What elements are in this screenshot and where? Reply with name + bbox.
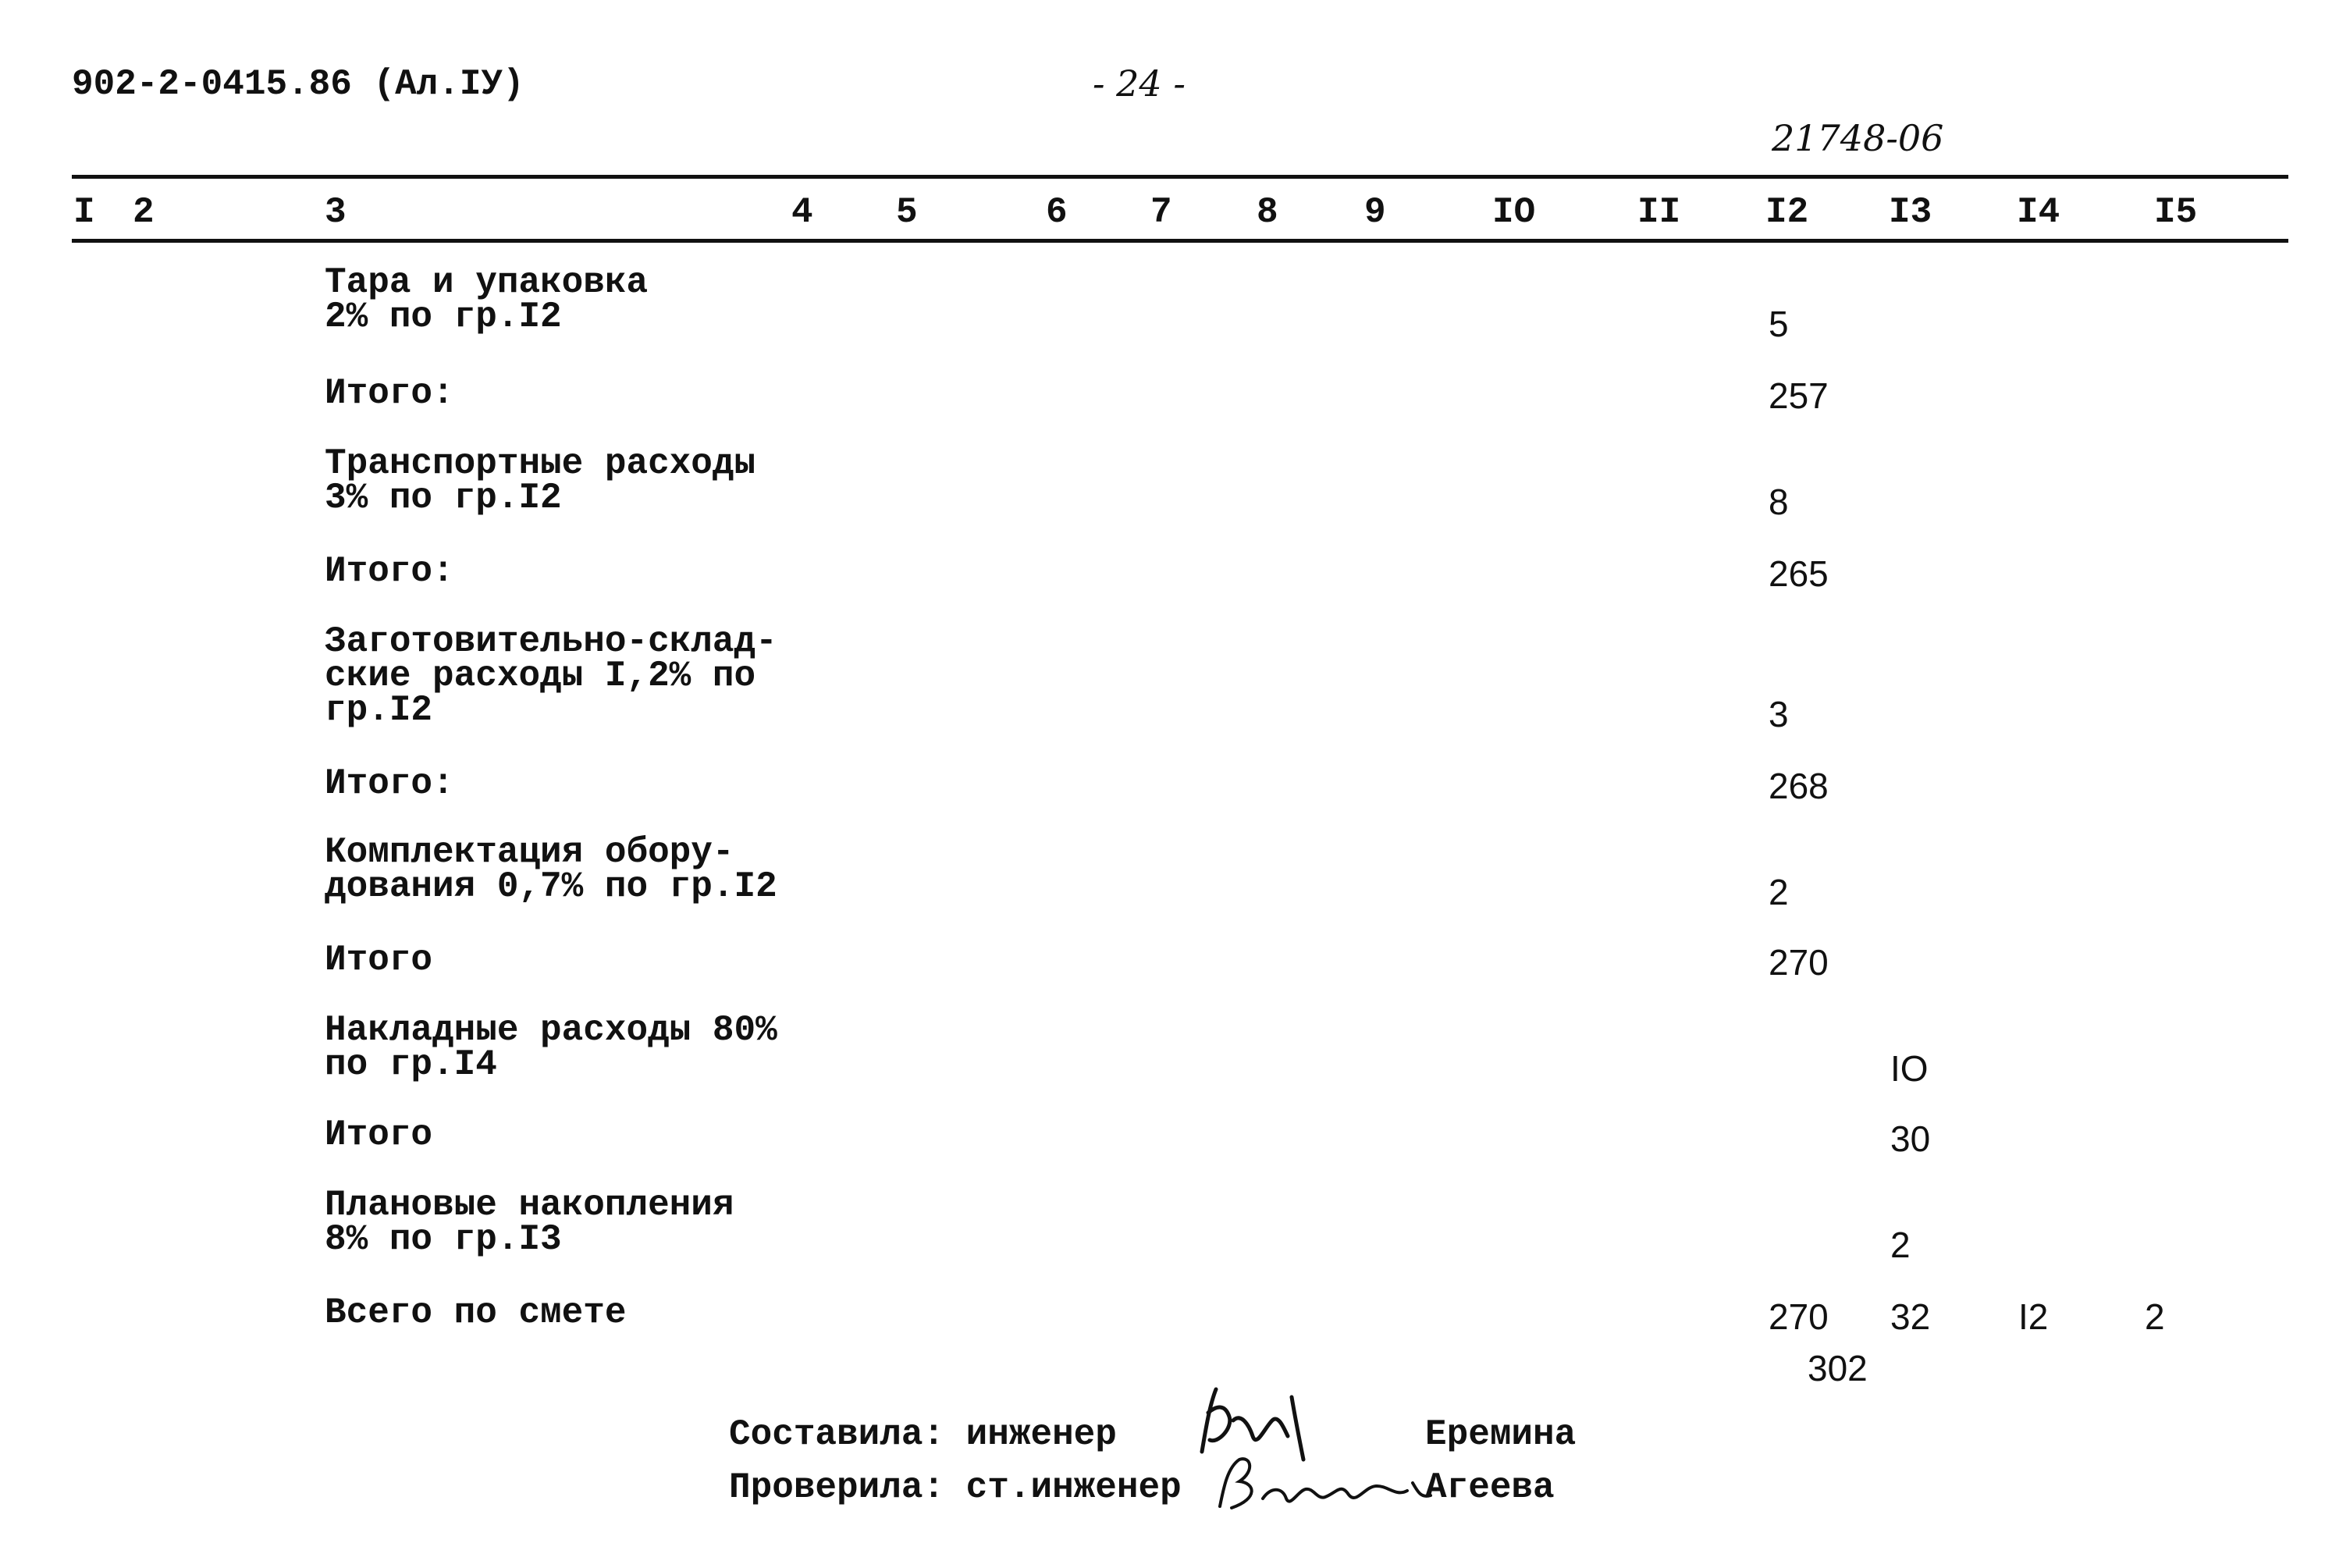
col14-value: I2 [2018,1296,2049,1337]
column-header: I4 [2017,192,2060,233]
row-description: Заготовительно-склад- ские расходы I,2% по гр.I2 [325,621,777,731]
col12-value: 3 [1769,694,1789,734]
grand-total: 302 [1808,1348,1868,1388]
row-description: Транспортные расходы 3% по гр.I2 [325,443,756,518]
page-number: - 24 - [1093,62,1186,105]
column-header: 7 [1150,192,1172,233]
col13-value: 32 [1890,1296,1931,1337]
inventory-number: 21748-06 [1772,117,1944,159]
column-header: I [73,192,95,233]
column-header: 2 [133,192,155,233]
col12-value: 270 [1769,1296,1829,1337]
col13-value: 2 [1890,1225,1911,1265]
column-header: 3 [325,192,347,233]
column-header: IO [1492,192,1536,233]
column-header: I5 [2154,192,2198,233]
col12-value: 5 [1769,304,1789,344]
col12-value: 2 [1769,872,1789,912]
col12-value: 270 [1769,942,1829,983]
col13-value: 30 [1890,1118,1931,1159]
row-description: Комплектация обору- дования 0,7% по гр.I2 [325,832,777,907]
row-description: Итого [325,1115,433,1155]
column-header: 9 [1364,192,1386,233]
checked-by-name: Агеева [1425,1467,1555,1508]
table-top-rule [72,175,2288,179]
document-code: 902-2-0415.86 (Ал.IУ) [72,64,524,105]
row-description: Итого: [325,373,454,414]
col15-value: 2 [2145,1296,2165,1337]
row-description: Итого: [325,763,454,804]
header-bottom-rule [72,239,2288,243]
row-description: Плановые накопления 8% по гр.I3 [325,1185,734,1260]
column-header: I3 [1889,192,1932,233]
row-description: Всего по смете [325,1292,627,1333]
row-description: Итого: [325,551,454,592]
checked-by-label: Проверила: ст.инженер [729,1467,1182,1508]
column-header: 8 [1257,192,1278,233]
column-header: II [1637,192,1681,233]
col12-value: 257 [1769,375,1829,416]
col12-value: 265 [1769,553,1829,594]
col13-value: IO [1890,1048,1929,1089]
row-description: Итого [325,940,433,980]
signature-scribble-checked [1208,1452,1442,1522]
row-description: Накладные расходы 80% по гр.I4 [325,1010,777,1085]
row-description: Тара и упаковка 2% по гр.I2 [325,262,649,337]
col12-value: 8 [1769,482,1789,522]
column-header: 5 [896,192,918,233]
column-header: 4 [791,192,813,233]
compiled-by-label: Составила: инженер [729,1414,1117,1455]
column-header: I2 [1765,192,1809,233]
col12-value: 268 [1769,766,1829,806]
compiled-by-name: Еремина [1425,1414,1577,1455]
column-header: 6 [1046,192,1068,233]
